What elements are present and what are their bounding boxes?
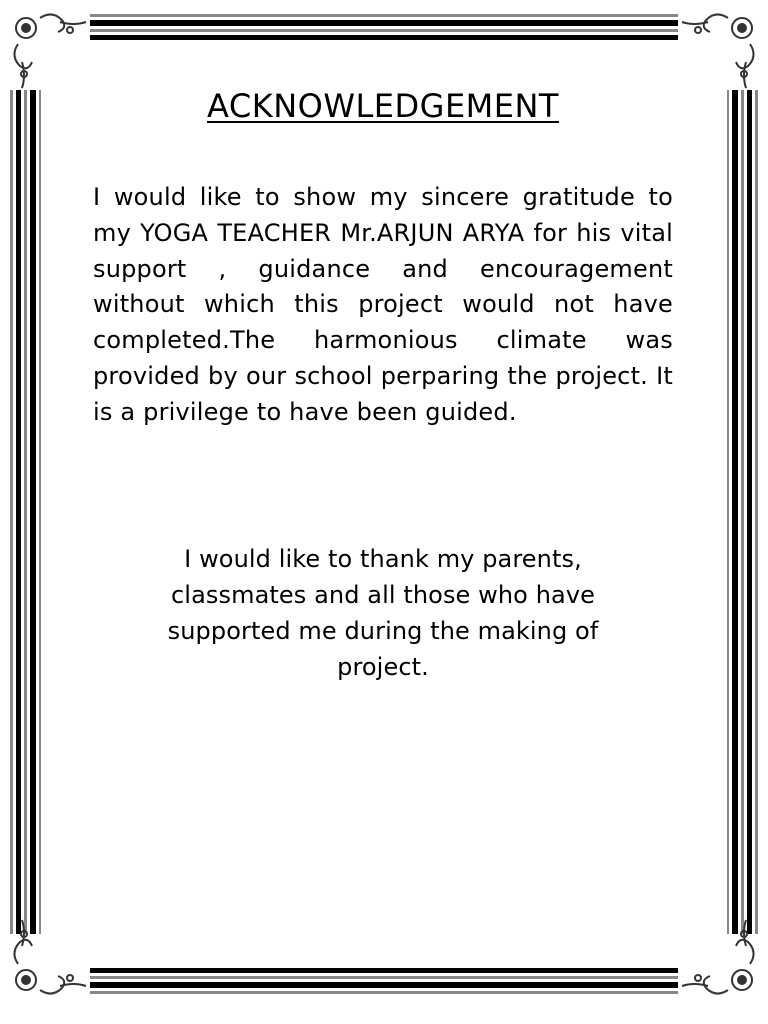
swirl-ornament-icon bbox=[14, 14, 86, 88]
frame-top-bar bbox=[90, 14, 678, 40]
swirl-ornament-icon bbox=[682, 920, 754, 994]
document-body bbox=[93, 84, 673, 685]
swirl-ornament-icon bbox=[14, 920, 86, 994]
swirl-ornament-icon bbox=[682, 14, 754, 88]
thanks-paragraph: I would like to thank my parents, classmates and all those who have supported me during the making of project. bbox=[167, 544, 599, 681]
page-title: ACKNOWLEDGEMENT bbox=[207, 87, 559, 125]
frame-right-bar bbox=[727, 90, 758, 934]
gratitude-paragraph: I would like to show my sincere gratitude to my YOGA TEACHER Mr.ARJUN ARYA for his vital support , guidance and encouragement without which this project would not have completed.The harmonious climate was provided by our school perparing the project. It is a privilege to have been guided. bbox=[93, 183, 673, 426]
frame-bottom-bar bbox=[90, 968, 678, 994]
frame-left-bar bbox=[10, 90, 41, 934]
